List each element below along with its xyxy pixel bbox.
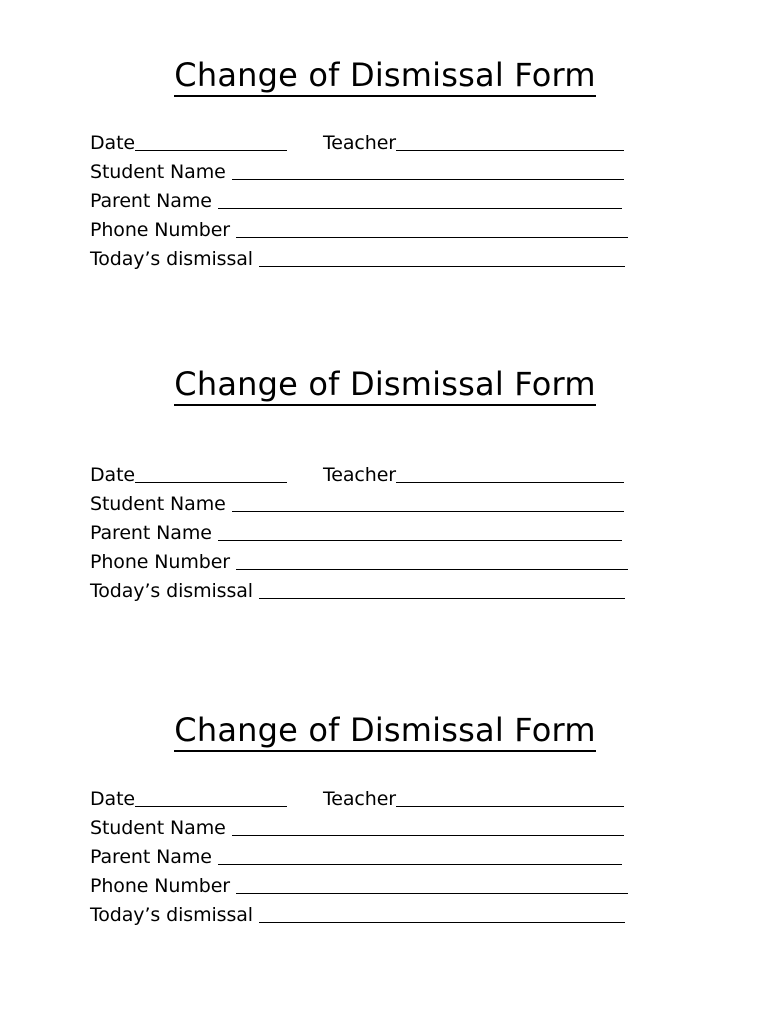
todays-dismissal-field[interactable] [259,598,625,599]
todays-dismissal-row [90,900,625,926]
date-label: Date [90,132,136,154]
phone-number-row [90,547,628,573]
parent-name-field[interactable] [218,540,622,541]
date-teacher-row [90,784,624,810]
parent-name-label: Parent Name [90,522,212,544]
student-name-row [90,813,624,839]
phone-number-row [90,871,628,897]
form-title [0,55,770,95]
teacher-label: Teacher [323,788,397,810]
student-name-label: Student Name [90,817,226,839]
phone-number-field[interactable] [236,569,628,570]
teacher-label: Teacher [323,464,397,486]
teacher-field[interactable] [396,806,624,807]
student-name-field[interactable] [232,835,624,836]
todays-dismissal-row [90,576,625,602]
date-teacher-row [90,460,624,486]
parent-name-label: Parent Name [90,190,212,212]
phone-number-label: Phone Number [90,219,231,241]
parent-name-field[interactable] [218,864,622,865]
student-name-label: Student Name [90,493,226,515]
student-name-field[interactable] [232,511,624,512]
todays-dismissal-label: Today’s dismissal [90,904,253,926]
phone-number-label: Phone Number [90,875,231,897]
todays-dismissal-label: Today’s dismissal [90,580,253,602]
form-title [0,710,770,750]
date-label: Date [90,464,136,486]
date-field[interactable] [135,482,287,483]
phone-number-row [90,215,628,241]
student-name-field[interactable] [232,179,624,180]
parent-name-row [90,518,622,544]
date-label: Date [90,788,136,810]
phone-number-label: Phone Number [90,551,231,573]
parent-name-field[interactable] [218,208,622,209]
student-name-label: Student Name [90,161,226,183]
parent-name-row [90,842,622,868]
teacher-field[interactable] [396,150,624,151]
form-title-text: Change of Dismissal Form [174,365,595,406]
todays-dismissal-field[interactable] [259,266,625,267]
parent-name-row [90,186,622,212]
date-field[interactable] [135,150,287,151]
todays-dismissal-row [90,244,625,270]
form-title-text: Change of Dismissal Form [174,711,595,752]
parent-name-label: Parent Name [90,846,212,868]
form-title-text: Change of Dismissal Form [174,56,595,97]
form-title [0,364,770,404]
todays-dismissal-label: Today’s dismissal [90,248,253,270]
student-name-row [90,489,624,515]
student-name-row [90,157,624,183]
date-field[interactable] [135,806,287,807]
teacher-field[interactable] [396,482,624,483]
date-teacher-row [90,128,624,154]
teacher-label: Teacher [323,132,397,154]
todays-dismissal-field[interactable] [259,922,625,923]
phone-number-field[interactable] [236,237,628,238]
phone-number-field[interactable] [236,893,628,894]
